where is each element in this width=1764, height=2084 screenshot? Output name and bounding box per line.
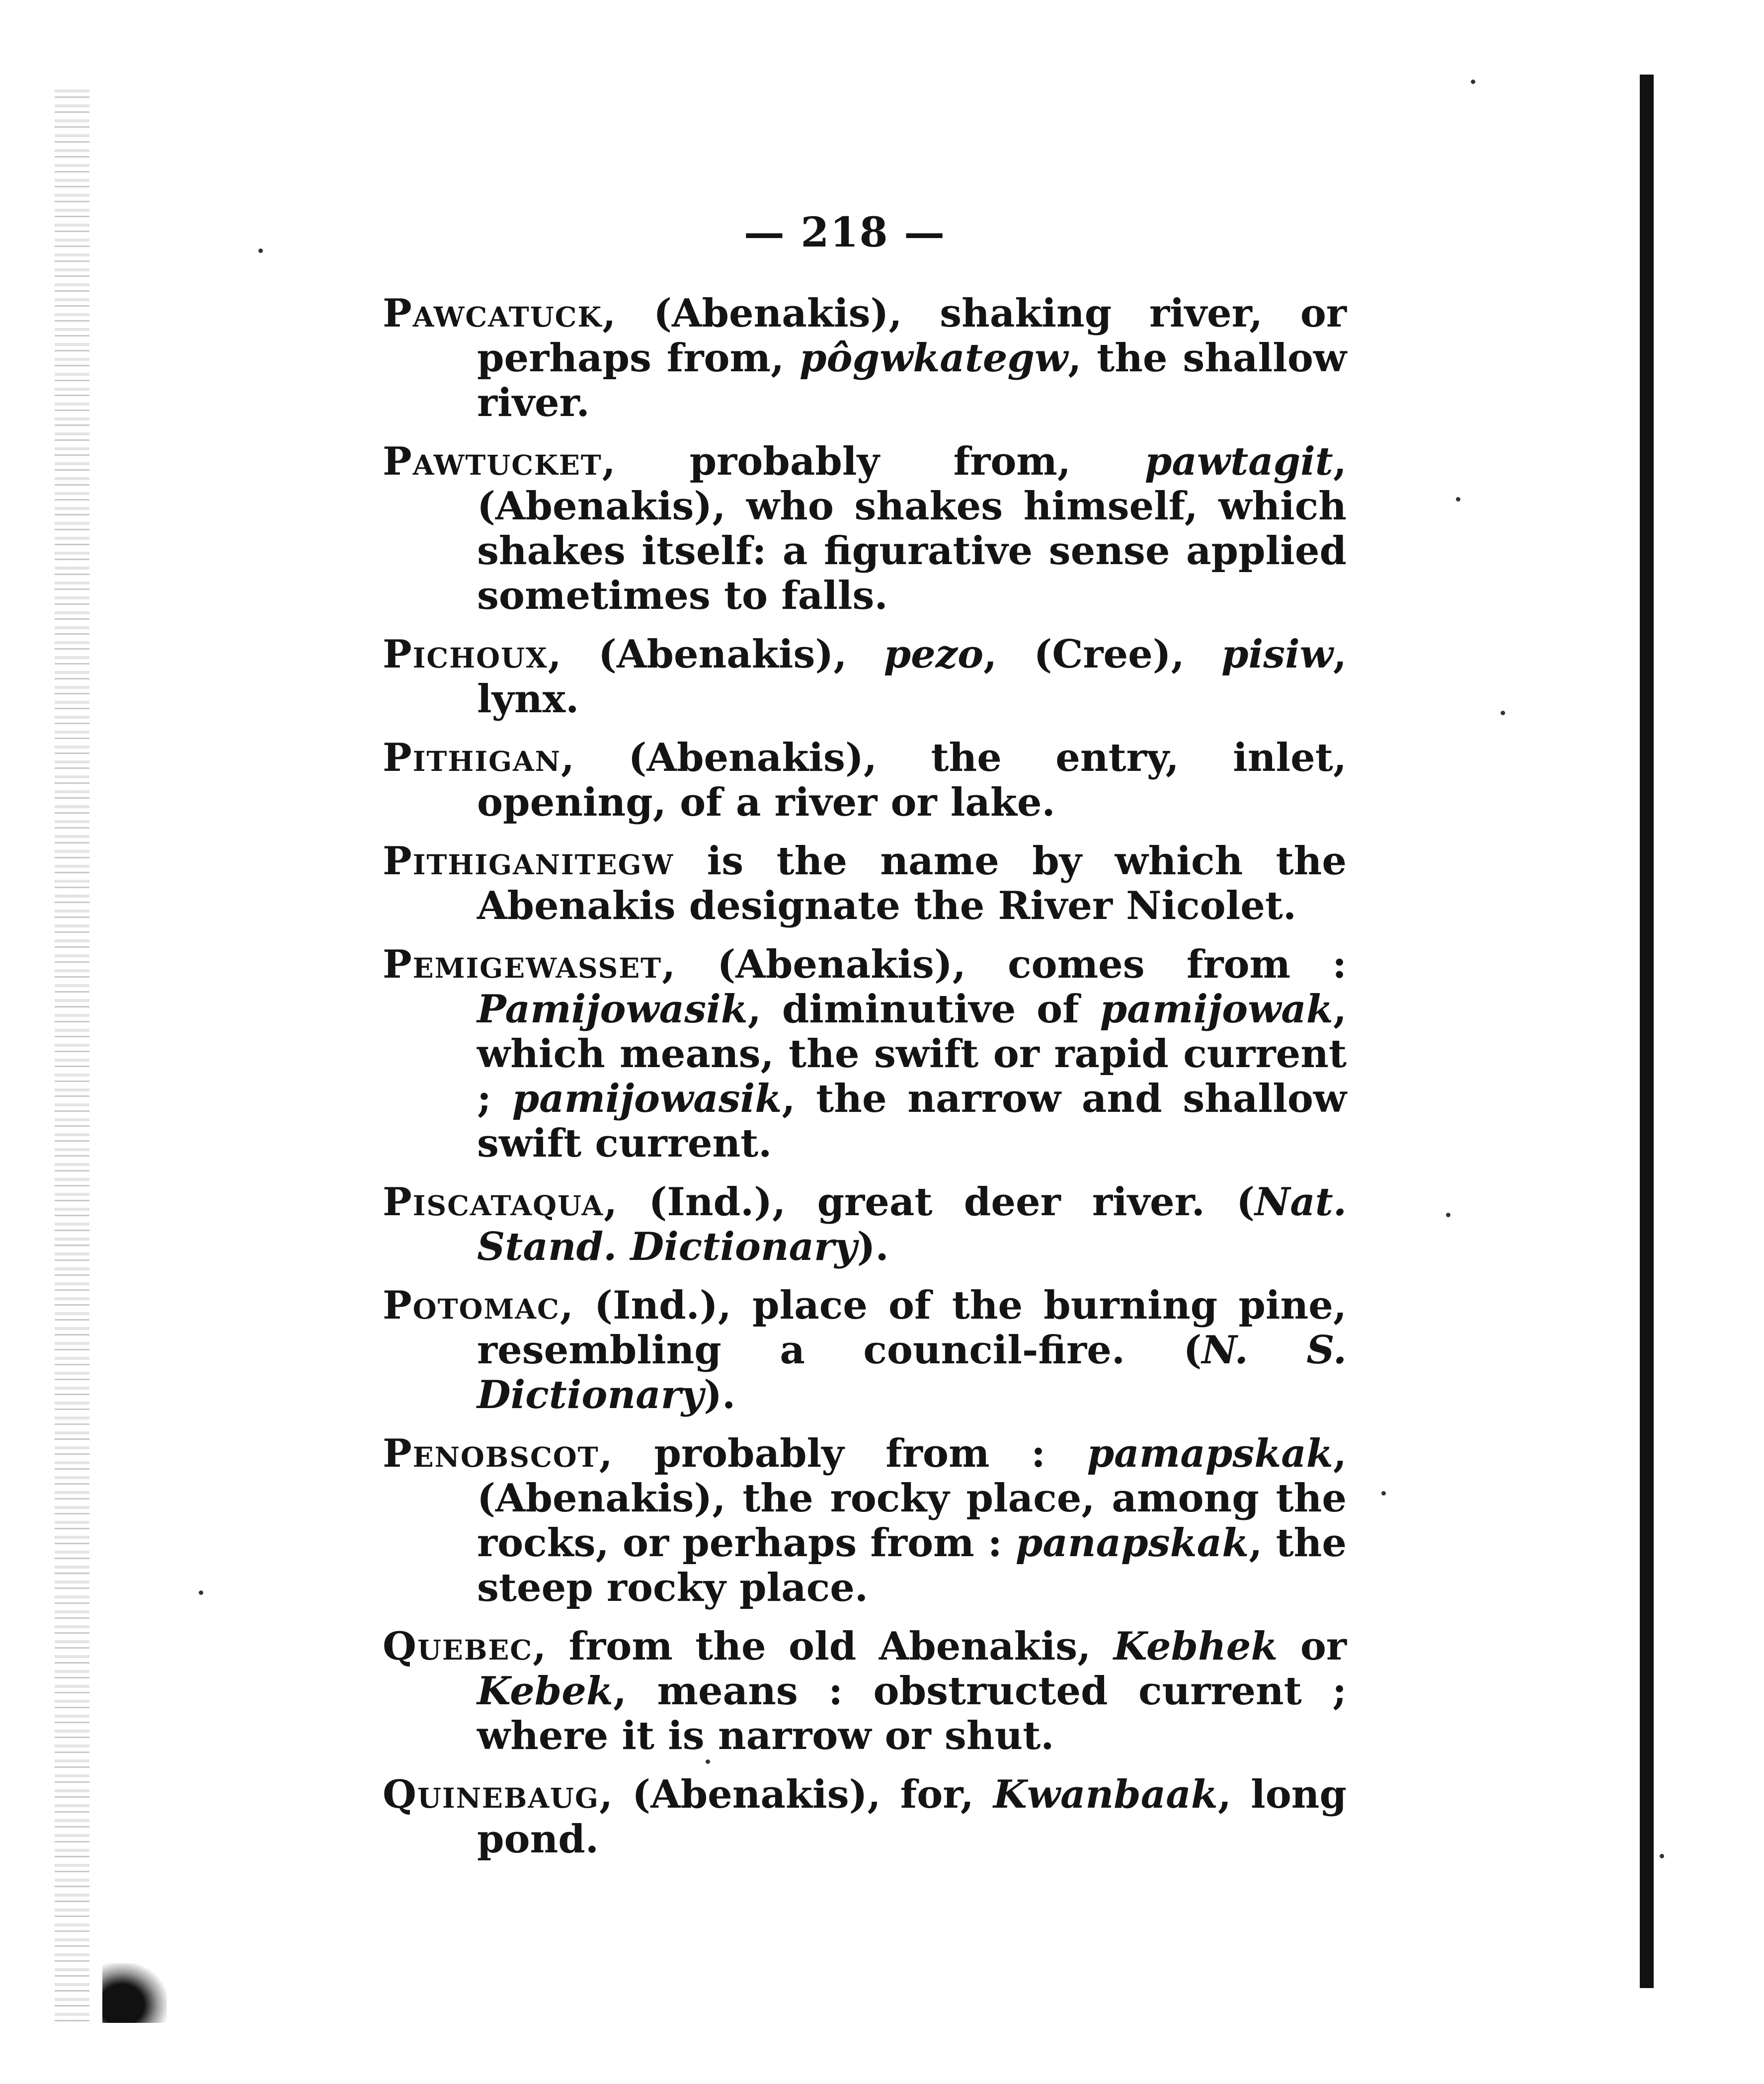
entry-headword: Pawtucket (383, 439, 602, 484)
entry-text: , the shallow river. (477, 335, 1347, 425)
entry-text: , means : obstructed current ; where it is narrow or shut. (477, 1668, 1347, 1758)
glossary-entry (383, 632, 1347, 722)
entry-text: , (Cree), (983, 632, 1221, 677)
entry-italic-term: panapskak (1015, 1520, 1249, 1566)
entry-italic-term: N. S. Dictionary (477, 1328, 1347, 1417)
entry-headword: Pithigan (383, 735, 561, 780)
entry-italic-term: pezo (883, 632, 984, 677)
entry-text: , which means, the swift or rapid current ; (477, 987, 1347, 1121)
entry-text: ). (704, 1372, 736, 1417)
entry-text: , the steep rocky place. (477, 1520, 1347, 1610)
entry-italic-term: pamijowasik (512, 1076, 782, 1121)
scan-speck (258, 249, 263, 253)
glossary-entry (383, 1772, 1347, 1862)
scan-speck (1446, 1213, 1450, 1217)
entry-text: , (Ind.), great deer river. ( (604, 1179, 1255, 1225)
scan-speck (1660, 1854, 1664, 1858)
entry-text: , lynx. (477, 632, 1347, 722)
scan-speck (1471, 80, 1475, 84)
scan-speck (1381, 1491, 1386, 1496)
glossary-entry (383, 1180, 1347, 1269)
glossary-entry (383, 1431, 1347, 1610)
entry-text: or (1278, 1624, 1347, 1669)
entry-text: , (Ind.), place of the burning pine, resembling a council-fire. ( (477, 1283, 1347, 1373)
entry-text: , probably from, (602, 439, 1145, 484)
entry-text: , (Abenakis), (548, 632, 884, 677)
glossary-entry (383, 839, 1347, 928)
scan-speck (1456, 497, 1460, 501)
entry-text: is the name by which the Abenakis designate the River Nicolet. (477, 838, 1347, 928)
entry-headword: Piscataqua (383, 1179, 604, 1225)
entry-text: , long pond. (477, 1772, 1347, 1862)
entry-italic-term: Nat. Stand. Dictionary (477, 1179, 1347, 1269)
entry-text: , (Abenakis), the entry, inlet, opening, of a river or lake. (477, 735, 1347, 825)
scan-corner-smudge (102, 1963, 167, 2023)
entry-italic-term: Kebek (477, 1668, 613, 1714)
glossary-entries (383, 291, 1347, 1862)
entry-text: , from the old Abenakis, (533, 1624, 1114, 1669)
entry-text: , (Abenakis), who shakes himself, which shakes itself: a figurative sense applied sometimes to falls. (477, 439, 1347, 618)
entry-italic-term: pawtagit (1144, 439, 1333, 484)
entry-text: , (Abenakis), shaking river, or perhaps from, (477, 291, 1347, 381)
entry-italic-term: Kwanbaak (993, 1772, 1218, 1817)
entry-headword: Pithiganitegw (383, 838, 674, 884)
entry-italic-term: Kebhek (1113, 1624, 1278, 1669)
glossary-entry (383, 439, 1347, 618)
entry-headword: Pemigewasset (383, 942, 662, 987)
entry-text: , (Abenakis), for, (599, 1772, 993, 1817)
entry-text: , diminutive of (747, 987, 1100, 1032)
glossary-entry (383, 942, 1347, 1166)
glossary-entry (383, 1283, 1347, 1417)
entry-text: , (Abenakis), the rocky place, among the rocks, or perhaps from : (477, 1431, 1347, 1566)
entry-italic-term: pamapskak (1087, 1431, 1333, 1476)
page-edge-rule (1640, 75, 1654, 1988)
scan-speck (1501, 711, 1505, 715)
scan-speck (199, 1590, 203, 1595)
glossary-entry (383, 1624, 1347, 1758)
entry-text: , the narrow and shallow swift current. (477, 1076, 1347, 1166)
scan-edge-shadow (55, 89, 89, 2028)
page-number: — 218 — (743, 209, 946, 256)
entry-text: , (Abenakis), comes from : (662, 942, 1347, 987)
entry-italic-term: pisiw (1221, 632, 1333, 677)
entry-headword: Pawcatuck (383, 291, 603, 336)
entry-text: ). (857, 1224, 889, 1269)
entry-headword: Potomac (383, 1283, 560, 1328)
entry-italic-term: pamijowak (1100, 987, 1333, 1032)
entry-headword: Quebec (383, 1624, 533, 1669)
entry-text: , probably from : (599, 1431, 1087, 1476)
glossary-entry (383, 736, 1347, 825)
entry-headword: Penobscot (383, 1431, 599, 1476)
entry-headword: Quinebaug (383, 1772, 599, 1817)
entry-italic-term: Pamijowasik (477, 987, 748, 1032)
entry-italic-term: pôgwkategw (800, 335, 1068, 381)
book-page (383, 209, 1347, 1876)
glossary-entry (383, 291, 1347, 425)
entry-headword: Pichoux (383, 632, 548, 677)
